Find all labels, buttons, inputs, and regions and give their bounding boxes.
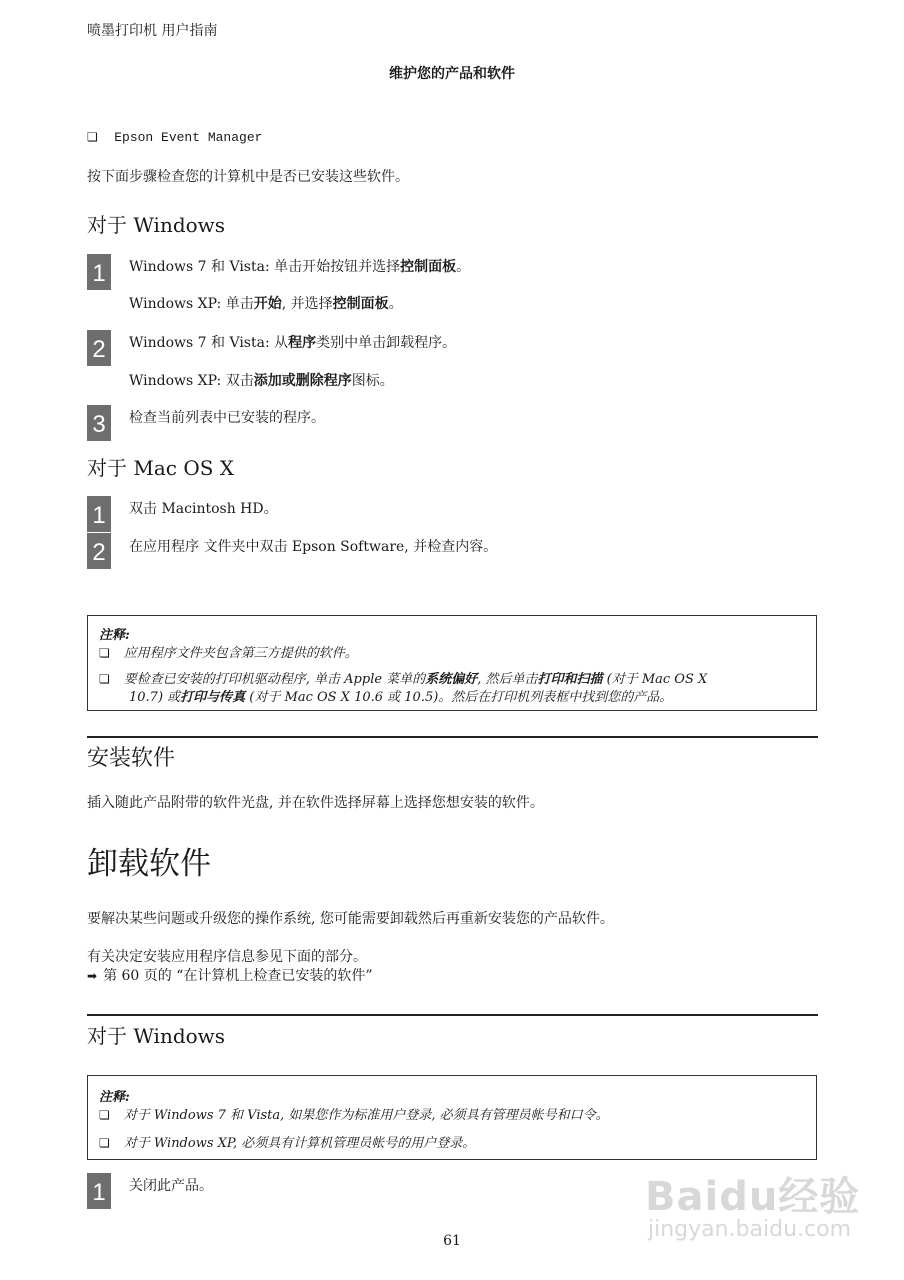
ui-term: 打印和扫描: [537, 672, 603, 687]
bullet-item: [87, 129, 262, 145]
step-text-part: Windows XP: 单击: [129, 296, 254, 312]
step-text: [129, 256, 470, 276]
note-box: [87, 615, 817, 711]
step-number-badge: 2: [87, 533, 111, 569]
note-item-continuation: [129, 686, 672, 705]
step-text-part: Windows 7 和 Vista: 从: [129, 335, 289, 351]
step-text-part: 图标。: [351, 373, 394, 389]
cross-reference-link[interactable]: [87, 965, 373, 985]
note-text: 要检查已安装的打印机驱动程序, 单击 Apple 菜单的: [123, 672, 426, 687]
note-text: 对于 Windows 7 和 Vista, 如果您作为标准用户登录, 必须具有管理员帐号和口令。: [123, 1108, 609, 1123]
note-text: 应用程序文件夹包含第三方提供的软件。: [123, 646, 358, 661]
bullet-checkbox-icon: ❏: [99, 646, 110, 660]
bullet-checkbox-icon: ❏: [87, 130, 98, 144]
section-heading-mac: 对于 Mac OS X: [87, 456, 235, 480]
note-title: 注释:: [99, 1090, 130, 1105]
section-divider: [87, 736, 818, 738]
note-item: [99, 668, 707, 687]
step-number-badge: 3: [87, 405, 111, 441]
arrow-right-icon: ➡: [87, 969, 98, 983]
step-subtext: [129, 370, 394, 390]
note-box: [87, 1075, 817, 1160]
note-text: 对于 Windows XP, 必须具有计算机管理员帐号的用户登录。: [123, 1136, 476, 1151]
bullet-text: Epson Event Manager: [114, 130, 263, 145]
note-text: , 然后单击: [477, 672, 538, 687]
ui-term: 添加或删除程序: [253, 373, 352, 389]
install-text: 插入随此产品附带的软件光盘, 并在软件选择屏幕上选择您想安装的软件。: [87, 795, 544, 811]
section-divider: [87, 1014, 818, 1016]
bullet-checkbox-icon: ❏: [99, 1136, 110, 1150]
watermark-logo: Baidu经验: [645, 1174, 861, 1220]
uninstall-text: 要解决某些问题或升级您的操作系统, 您可能需要卸载然后再重新安装您的产品软件。: [87, 911, 614, 927]
link-text[interactable]: 第 60 页的 “在计算机上检查已安装的软件”: [103, 968, 373, 984]
note-item: [99, 642, 358, 661]
step-text-part: 。: [388, 296, 403, 312]
chapter-title: 维护您的产品和软件: [389, 66, 515, 82]
note-text: (对于 Mac OS X: [602, 672, 708, 687]
step-text-part: Windows 7 和 Vista: 单击开始按钮并选择: [129, 259, 401, 275]
step-text: [129, 332, 456, 352]
note-item: [99, 1132, 475, 1151]
ui-term: 控制面板: [400, 259, 457, 275]
running-header: 喷墨打印机 用户指南: [87, 23, 218, 39]
page-number: 61: [443, 1233, 461, 1249]
ui-term: 控制面板: [332, 296, 389, 312]
ui-term: 开始: [253, 296, 282, 312]
step-text: 关闭此产品。: [129, 1178, 213, 1194]
step-text-part: 。: [456, 259, 471, 275]
step-text-part: Windows XP: 双击: [129, 373, 254, 389]
step-text-part: 检查当前列表中已安装的程序。: [129, 410, 325, 426]
step-text-part: 类别中单击卸载程序。: [316, 335, 457, 351]
section-heading-install: 安装软件: [87, 746, 176, 771]
intro-text: 按下面步骤检查您的计算机中是否已安装这些软件。: [87, 169, 409, 185]
note-title: 注释:: [99, 628, 130, 643]
section-heading-windows: 对于 Windows: [87, 1024, 226, 1048]
ui-term: 打印与传真: [180, 690, 246, 705]
step-text: 双击 Macintosh HD。: [129, 501, 278, 517]
ui-term: 系统偏好: [425, 672, 478, 687]
watermark-url: jingyan.baidu.com: [648, 1217, 852, 1242]
step-text: [129, 407, 325, 427]
step-number-badge: 2: [87, 330, 111, 366]
note-text: 10.7) 或: [129, 690, 181, 705]
section-heading-windows: 对于 Windows: [87, 213, 226, 237]
step-number-badge: 1: [87, 496, 111, 532]
step-number-badge: 1: [87, 254, 111, 290]
note-text: (对于 Mac OS X 10.6 或 10.5)。然后在打印机列表框中找到您的产品。: [245, 690, 673, 705]
bullet-checkbox-icon: ❏: [99, 1108, 110, 1122]
ui-term: 程序: [288, 335, 317, 351]
page-heading-uninstall: 卸载软件: [87, 846, 211, 882]
step-subtext: [129, 293, 403, 313]
bullet-checkbox-icon: ❏: [99, 672, 110, 686]
step-number-badge: 1: [87, 1173, 111, 1209]
step-text: 在应用程序 文件夹中双击 Epson Software, 并检查内容。: [129, 539, 498, 555]
uninstall-text: 有关决定安装应用程序信息参见下面的部分。: [87, 949, 367, 965]
note-item: [99, 1104, 609, 1123]
step-text-part: , 并选择: [281, 296, 333, 312]
